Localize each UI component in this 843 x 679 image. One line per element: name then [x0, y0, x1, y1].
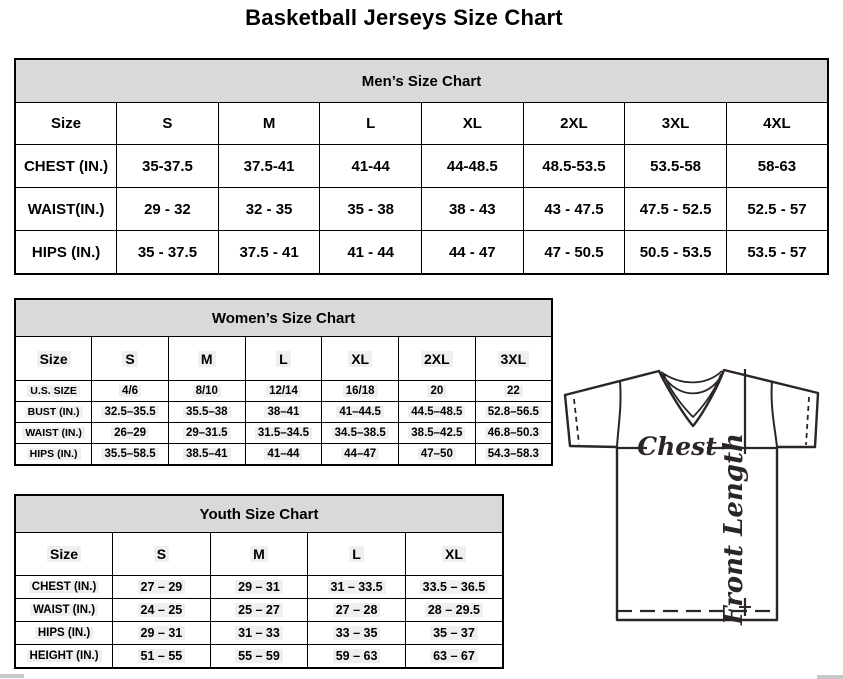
size-value-cell: 44-48.5: [422, 145, 524, 188]
size-value-cell: 47 - 50.5: [523, 231, 625, 275]
size-value-cell: 37.5 - 41: [218, 231, 320, 275]
size-value-cell: 33.5 – 36.5: [405, 576, 503, 599]
column-header: Size: [15, 103, 117, 145]
size-value-cell: 32 - 35: [218, 188, 320, 231]
size-value-cell: 58-63: [726, 145, 828, 188]
row-label: BUST (IN.): [15, 402, 92, 423]
caption-row: [15, 495, 503, 533]
column-header: Size: [15, 533, 113, 576]
column-header: L: [308, 533, 406, 576]
scrollbar-fragment-right: [817, 675, 843, 679]
size-value-cell: 59 – 63: [308, 645, 406, 669]
size-value-cell: 27 – 28: [308, 599, 406, 622]
column-header: 2XL: [523, 103, 625, 145]
table-row: [15, 599, 503, 622]
size-value-cell: 53.5 - 57: [726, 231, 828, 275]
caption-row: [15, 299, 552, 337]
caption-row: [15, 59, 828, 103]
column-header: 3XL: [625, 103, 727, 145]
table-caption: Men’s Size Chart: [15, 59, 828, 103]
size-value-cell: 31 – 33: [210, 622, 308, 645]
size-value-cell: 41 - 44: [320, 231, 422, 275]
size-value-cell: 31.5–34.5: [245, 423, 322, 444]
column-header: XL: [405, 533, 503, 576]
size-value-cell: 29 - 32: [117, 188, 219, 231]
size-value-cell: 53.5-58: [625, 145, 727, 188]
size-value-cell: 35-37.5: [117, 145, 219, 188]
table-row: [15, 402, 552, 423]
size-value-cell: 35.5–38: [168, 402, 245, 423]
right-sleeve-seam: [772, 381, 777, 447]
size-value-cell: 20: [399, 381, 476, 402]
size-value-cell: 16/18: [322, 381, 399, 402]
size-value-cell: 31 – 33.5: [308, 576, 406, 599]
size-value-cell: 51 – 55: [113, 645, 211, 669]
header-row: [15, 337, 552, 381]
table-row: [15, 622, 503, 645]
row-label: CHEST (IN.): [15, 145, 117, 188]
size-value-cell: 12/14: [245, 381, 322, 402]
size-value-cell: 55 – 59: [210, 645, 308, 669]
table-row: [15, 576, 503, 599]
size-value-cell: 41-44: [320, 145, 422, 188]
size-value-cell: 29 – 31: [113, 622, 211, 645]
size-value-cell: 26–29: [92, 423, 169, 444]
size-value-cell: 52.8–56.5: [475, 402, 552, 423]
column-header: S: [113, 533, 211, 576]
column-header: 3XL: [475, 337, 552, 381]
column-header: S: [117, 103, 219, 145]
size-value-cell: 46.8–50.3: [475, 423, 552, 444]
row-label: HEIGHT (IN.): [15, 645, 113, 669]
size-value-cell: 47–50: [399, 444, 476, 466]
column-header: M: [168, 337, 245, 381]
size-value-cell: 35 - 38: [320, 188, 422, 231]
size-value-cell: 25 – 27: [210, 599, 308, 622]
table-row: [15, 381, 552, 402]
size-value-cell: 8/10: [168, 381, 245, 402]
size-value-cell: 43 - 47.5: [523, 188, 625, 231]
size-value-cell: 41–44: [245, 444, 322, 466]
column-header: Size: [15, 337, 92, 381]
scrollbar-fragment-left: [0, 674, 24, 678]
row-label: WAIST(IN.): [15, 188, 117, 231]
column-header: XL: [322, 337, 399, 381]
column-header: M: [210, 533, 308, 576]
size-value-cell: 4/6: [92, 381, 169, 402]
table-row: [15, 444, 552, 466]
size-value-cell: 50.5 - 53.5: [625, 231, 727, 275]
chest-label: Chest: [637, 432, 717, 461]
table-row: [15, 145, 828, 188]
size-value-cell: 29–31.5: [168, 423, 245, 444]
size-value-cell: 22: [475, 381, 552, 402]
page-title: Basketball Jerseys Size Chart: [245, 5, 563, 30]
row-label: U.S. SIZE: [15, 381, 92, 402]
table-row: [15, 188, 828, 231]
size-value-cell: 37.5-41: [218, 145, 320, 188]
size-value-cell: 48.5-53.5: [523, 145, 625, 188]
size-value-cell: 38.5–41: [168, 444, 245, 466]
column-header: L: [245, 337, 322, 381]
row-label: WAIST (IN.): [15, 599, 113, 622]
size-value-cell: 35 - 37.5: [117, 231, 219, 275]
size-value-cell: 33 – 35: [308, 622, 406, 645]
column-header: 4XL: [726, 103, 828, 145]
table-row: [15, 423, 552, 444]
size-value-cell: 47.5 - 52.5: [625, 188, 727, 231]
column-header: S: [92, 337, 169, 381]
size-value-cell: 27 – 29: [113, 576, 211, 599]
size-value-cell: 29 – 31: [210, 576, 308, 599]
size-value-cell: 38–41: [245, 402, 322, 423]
youth-size-chart-table: [14, 494, 504, 669]
row-label: CHEST (IN.): [15, 576, 113, 599]
row-label: HIPS (IN.): [15, 444, 92, 466]
size-value-cell: 63 – 67: [405, 645, 503, 669]
size-value-cell: 24 – 25: [113, 599, 211, 622]
front-length-label: Front Length: [719, 433, 749, 625]
left-sleeve-seam: [617, 381, 621, 447]
left-cuff-dashed-line: [574, 399, 579, 444]
size-value-cell: 52.5 - 57: [726, 188, 828, 231]
size-value-cell: 44–47: [322, 444, 399, 466]
row-label: WAIST (IN.): [15, 423, 92, 444]
row-label: HIPS (IN.): [15, 622, 113, 645]
table-caption: Women’s Size Chart: [15, 299, 552, 337]
size-value-cell: 54.3–58.3: [475, 444, 552, 466]
size-value-cell: 38.5–42.5: [399, 423, 476, 444]
row-label: HIPS (IN.): [15, 231, 117, 275]
size-value-cell: 28 – 29.5: [405, 599, 503, 622]
table-caption: Youth Size Chart: [15, 495, 503, 533]
jersey-body-outline: [565, 370, 818, 620]
womens-size-chart-table: [14, 298, 553, 466]
column-header: M: [218, 103, 320, 145]
header-row: [15, 103, 828, 145]
size-value-cell: 38 - 43: [422, 188, 524, 231]
size-value-cell: 41–44.5: [322, 402, 399, 423]
size-value-cell: 34.5–38.5: [322, 423, 399, 444]
jersey-measurement-diagram: [556, 362, 843, 662]
size-value-cell: 35 – 37: [405, 622, 503, 645]
header-row: [15, 533, 503, 576]
right-cuff-dashed-line: [806, 397, 809, 445]
size-value-cell: 32.5–35.5: [92, 402, 169, 423]
size-value-cell: 44 - 47: [422, 231, 524, 275]
size-value-cell: 35.5–58.5: [92, 444, 169, 466]
mens-size-chart-table: [14, 58, 829, 275]
column-header: 2XL: [399, 337, 476, 381]
table-row: [15, 645, 503, 669]
size-value-cell: 44.5–48.5: [399, 402, 476, 423]
table-row: [15, 231, 828, 275]
column-header: XL: [422, 103, 524, 145]
column-header: L: [320, 103, 422, 145]
